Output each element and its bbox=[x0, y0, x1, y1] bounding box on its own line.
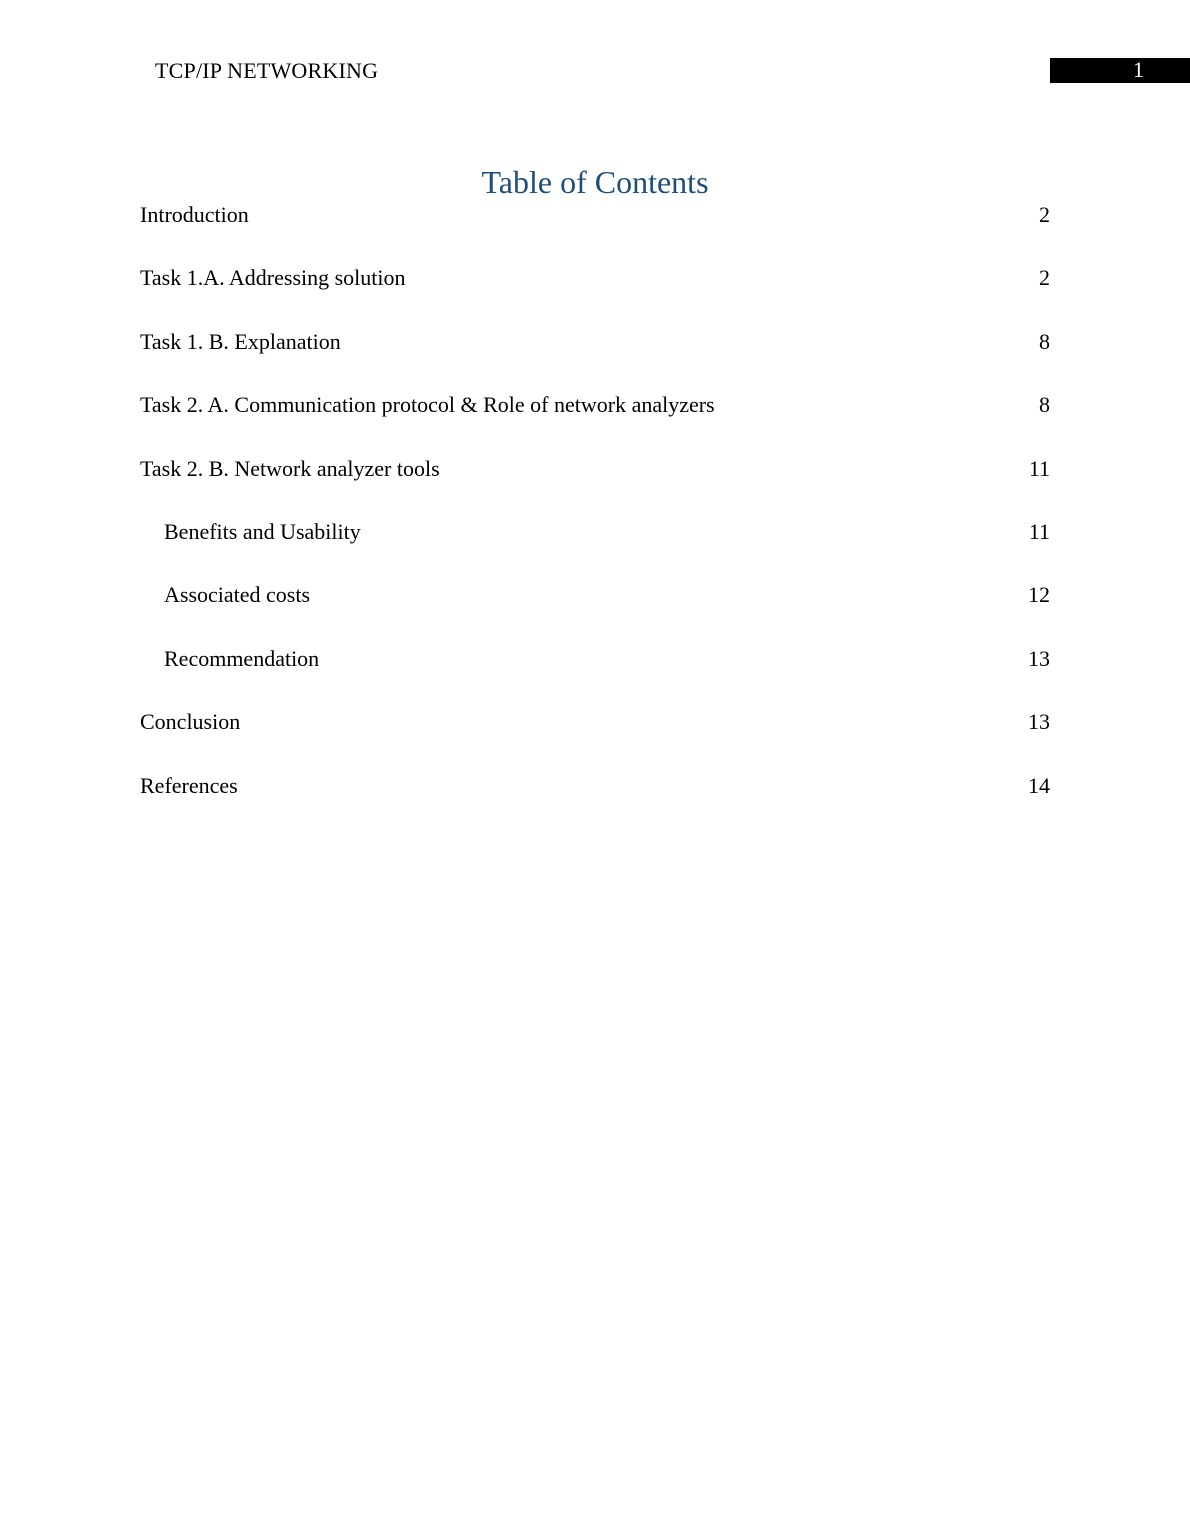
toc-entry-introduction[interactable] bbox=[140, 200, 1050, 263]
page-number: 1 bbox=[1133, 57, 1144, 82]
toc-entry-page: 13 bbox=[1028, 709, 1050, 735]
toc-entry-page: 11 bbox=[1028, 455, 1050, 481]
toc-entry-associated-costs[interactable] bbox=[140, 580, 1050, 643]
toc-entry-label: Task 2. A. Communication protocol & Role of network analyzers bbox=[140, 392, 715, 418]
toc-entry-label: Benefits and Usability bbox=[164, 518, 361, 544]
toc-entry-references[interactable] bbox=[140, 771, 1050, 834]
running-head: TCP/IP NETWORKING bbox=[155, 58, 379, 83]
toc-entry-label: References bbox=[140, 772, 238, 798]
toc-entry-task-1a[interactable] bbox=[140, 263, 1050, 326]
toc-title: Table of Contents bbox=[481, 164, 709, 200]
toc-entry-label: Recommendation bbox=[164, 645, 320, 671]
toc-entry-recommendation[interactable] bbox=[140, 644, 1050, 707]
toc-entry-page: 2 bbox=[1039, 265, 1050, 291]
toc-entry-label: Introduction bbox=[140, 202, 249, 227]
toc-entry-page: 13 bbox=[1028, 645, 1050, 671]
toc-entry-conclusion[interactable] bbox=[140, 707, 1050, 770]
toc-entry-label: Task 1.A. Addressing solution bbox=[140, 265, 406, 291]
toc-entry-label: Task 1. B. Explanation bbox=[140, 328, 341, 354]
toc-entry-page: 11 bbox=[1028, 518, 1050, 544]
table-of-contents bbox=[140, 200, 1050, 834]
page-number-box bbox=[1050, 58, 1190, 83]
toc-entry-benefits-usability[interactable] bbox=[140, 517, 1050, 580]
toc-entry-page: 2 bbox=[1039, 202, 1050, 227]
toc-entry-page: 12 bbox=[1028, 582, 1050, 608]
toc-entry-label: Associated costs bbox=[164, 582, 311, 608]
toc-entry-task-1b[interactable] bbox=[140, 327, 1050, 390]
toc-entry-task-2a[interactable] bbox=[140, 390, 1050, 453]
toc-entry-label: Conclusion bbox=[140, 709, 241, 735]
toc-entry-label: Task 2. B. Network analyzer tools bbox=[140, 455, 440, 481]
toc-entry-page: 14 bbox=[1028, 772, 1050, 798]
toc-entry-page: 8 bbox=[1039, 392, 1050, 418]
toc-entry-task-2b[interactable] bbox=[140, 454, 1050, 517]
toc-entry-page: 8 bbox=[1039, 328, 1050, 354]
